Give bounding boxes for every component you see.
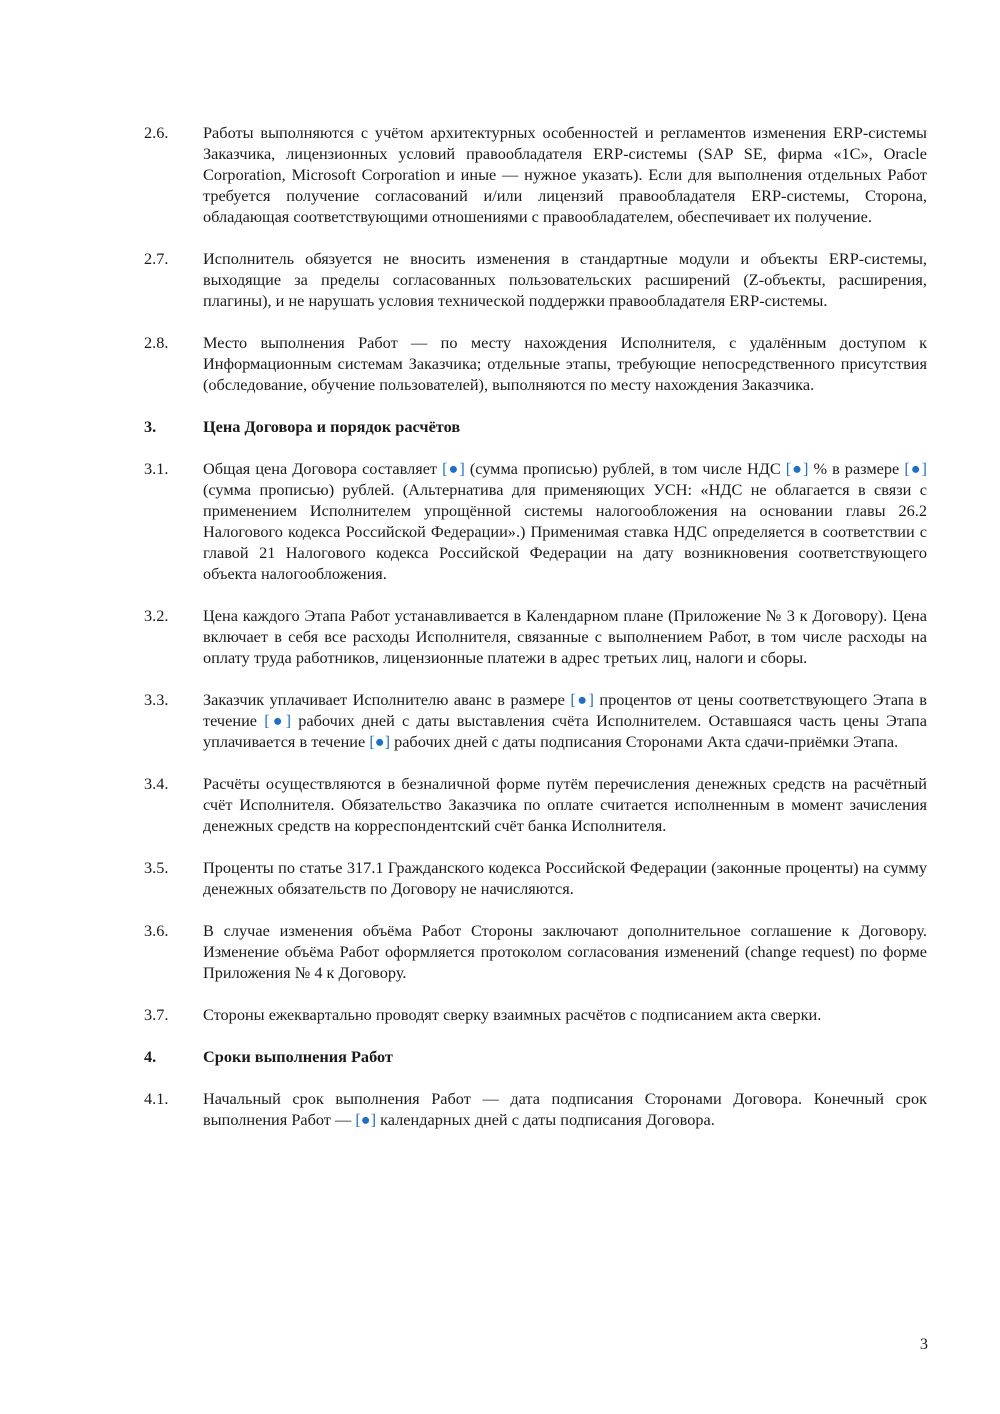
text-run: В случае изменения объёма Работ Стороны заключают дополнительное соглашение к Договору. Изменение объёма Работ оформляется протоколом согласования изменений (change request) по форме Приложения № 4 к Договору. (203, 921, 927, 982)
clause-3-2 (144, 605, 927, 668)
text-run: Исполнитель обязуется не вносить изменения в стандартные модули и объекты ERP-системы, выходящие за пределы согласованных пользовательских расширений (Z-объекты, расширения, плагины), и не нарушать условия технической поддержки правообладателя ERP-системы. (203, 249, 927, 310)
text-run: Заказчик уплачивает Исполнителю аванс в размере (203, 690, 571, 709)
section-title: Цена Договора и порядок расчётов (203, 417, 461, 436)
clause-number: 3.1. (144, 459, 169, 478)
clause-text (203, 122, 927, 227)
section-heading-4 (144, 1046, 927, 1067)
clause-2-7 (144, 248, 927, 311)
page-number: 3 (919, 1334, 928, 1353)
text-run: (сумма прописью) рублей, в том числе НДС (464, 459, 786, 478)
clause-3-5 (144, 857, 927, 899)
placeholder-marker[interactable]: [●] (570, 690, 594, 709)
clause-number: 2.7. (144, 249, 169, 268)
clause-text (203, 773, 927, 836)
clause-2-6 (144, 122, 927, 227)
clause-number: 3.3. (144, 690, 169, 709)
clause-3-4 (144, 773, 927, 836)
clause-3-7 (144, 1004, 927, 1025)
clause-text (203, 920, 927, 983)
section-number: 4. (144, 1047, 157, 1066)
clause-number: 4.1. (144, 1089, 169, 1108)
text-run: Цена каждого Этапа Работ устанавливается в Календарном плане (Приложение № 3 к Договору). Цена включает в себя все расходы Исполнителя, связанные с выполнением Работ, в том числе расходы на оплату труда работников, лицензионные платежи в адрес третьих лиц, налоги и сборы. (203, 606, 927, 667)
clause-text (203, 248, 927, 311)
text-run: (сумма прописью) рублей. (Альтернатива для применяющих УСН: «НДС не облагается в связи с применением Исполнителем упрощённой системы налогообложения на основании главы 26.2 Налогового кодекса Российской Федерации».) Применимая ставка НДС определяется в соответствии с главой 21 Налогового кодекса Российской Федерации на дату возникновения соответствующего объекта налогообложения. (203, 480, 927, 583)
section-heading-3 (144, 416, 927, 437)
text-run: Проценты по статье 317.1 Гражданского кодекса Российской Федерации (законные проценты) на сумму денежных обязательств по Договору не начисляются. (203, 858, 927, 898)
clause-text (203, 689, 927, 752)
clause-number: 3.7. (144, 1005, 169, 1024)
text-run: Стороны ежеквартально проводят сверку взаимных расчётов с подписанием акта сверки. (203, 1005, 822, 1024)
text-run: Место выполнения Работ — по месту нахождения Исполнителя, с удалённым доступом к Информационным системам Заказчика; отдельные этапы, требующие непосредственного присутствия (обследование, обучение пользователей), выполняются по месту нахождения Заказчика. (203, 333, 927, 394)
clause-3-3 (144, 689, 927, 752)
clause-number: 3.6. (144, 921, 169, 940)
clause-text (203, 458, 927, 584)
clause-text (203, 1088, 927, 1130)
placeholder-marker[interactable]: [●] (264, 711, 292, 730)
placeholder-marker[interactable]: [●] (369, 732, 390, 751)
clause-number: 3.5. (144, 858, 169, 877)
clause-number: 3.4. (144, 774, 169, 793)
text-run: % в размере (808, 459, 905, 478)
clause-text (203, 605, 927, 668)
section-number: 3. (144, 417, 157, 436)
clause-number: 2.6. (144, 123, 169, 142)
text-run: Общая цена Договора составляет (203, 459, 443, 478)
clause-3-1 (144, 458, 927, 584)
clause-text (203, 332, 927, 395)
placeholder-marker[interactable]: [●] (442, 459, 465, 478)
clause-text (203, 1004, 927, 1025)
placeholder-marker[interactable]: [●] (785, 459, 809, 478)
placeholder-marker[interactable]: [●] (355, 1110, 377, 1129)
placeholder-marker[interactable]: [●] (904, 459, 927, 478)
section-title: Сроки выполнения Работ (203, 1047, 393, 1066)
clause-4-1 (144, 1088, 927, 1130)
text-run: рабочих дней с даты подписания Сторонами Акта сдачи-приёмки Этапа. (390, 732, 899, 751)
text-run: Расчёты осуществляются в безналичной форме путём перечисления денежных средств на расчётный счёт Исполнителя. Обязательство Заказчика по оплате считается исполненным в момент зачисления денежных средств на корреспондентский счёт банка Исполнителя. (203, 774, 927, 835)
clause-number: 3.2. (144, 606, 169, 625)
clause-2-8 (144, 332, 927, 395)
contract-body (144, 122, 927, 1151)
clause-3-6 (144, 920, 927, 983)
text-run: процентов от цены соответствующего Этапа в течение (203, 690, 927, 730)
text-run: рабочих дней с даты выставления счёта Исполнителем. Оставшаяся часть цены Этапа уплачивается в течение (203, 711, 927, 751)
text-run: календарных дней с даты подписания Договора. (376, 1110, 715, 1129)
clause-text (203, 857, 927, 899)
text-run: Начальный срок выполнения Работ — дата подписания Сторонами Договора. Конечный срок выполнения Работ — (203, 1089, 927, 1129)
clause-number: 2.8. (144, 333, 169, 352)
text-run: Работы выполняются с учётом архитектурных особенностей и регламентов изменения ERP-системы Заказчика, лицензионных условий правообладателя ERP-системы (SAP SE, фирма «1С», Oracle Corporation, Microsoft Corporation и иные — нужное указать). Если для выполнения отдельных Работ требуется получение согласований и/или лицензий правообладателя ERP-системы, Сторона, обладающая соответствующими отношениями с правообладателем, обеспечивает их получение. (203, 123, 927, 226)
